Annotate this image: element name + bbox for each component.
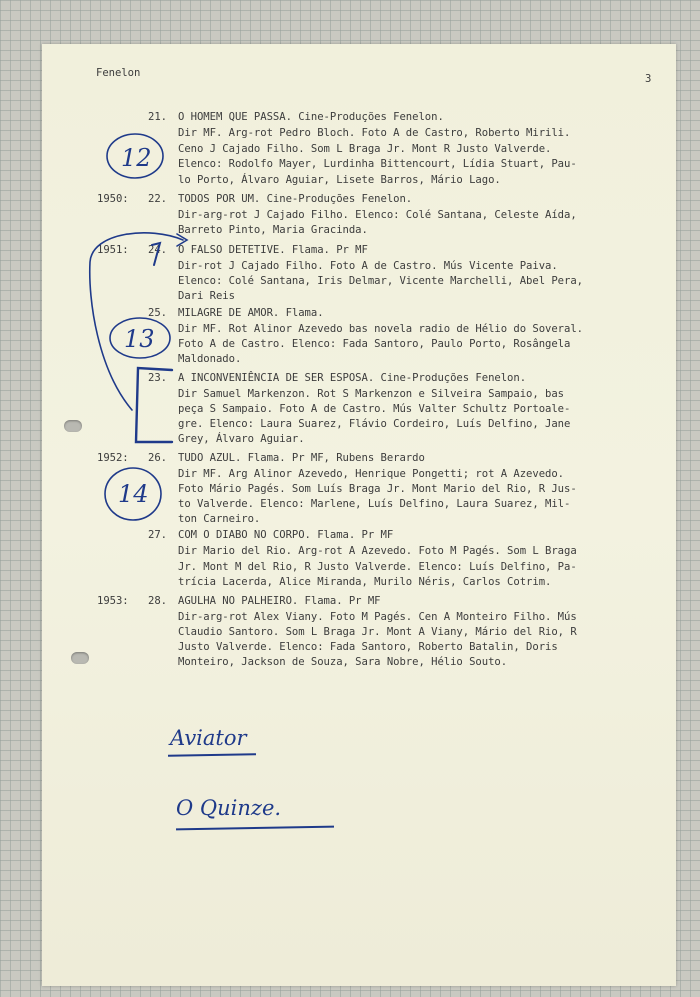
entry-number: 21. (148, 111, 167, 123)
entry-title-line: COM O DIABO NO CORPO. Flama. Pr MF (178, 529, 394, 541)
entry-line: Dir-rot J Cajado Filho. Foto A de Castro. Mús Vicente Paiva. (178, 260, 558, 272)
entry-year: 1952: (97, 452, 129, 464)
entry-line: Dir MF. Rot Alinor Azevedo bas novela radio de Hélio do Soveral. (178, 323, 583, 335)
entry-line: Dari Reis (178, 290, 235, 302)
entry-line: Jr. Mont M del Rio, R Justo Valverde. Elenco: Luís Delfino, Pa- (178, 561, 577, 573)
entry-number: 26. (148, 452, 167, 464)
entry-line: Dir MF. Arg Alinor Azevedo, Henrique Pongetti; rot A Azevedo. (178, 468, 565, 480)
circle-number-13: 13 (124, 325, 155, 353)
entry-line: Grey, Álvaro Aguiar. (178, 433, 305, 445)
entry-year: 1953: (97, 595, 129, 607)
entry-line: gre. Elenco: Laura Suarez, Flávio Cordeiro, Luís Delfino, Jane (178, 418, 571, 430)
entry-line: trícia Lacerda, Alice Miranda, Murilo Néris, Carlos Cotrim. (178, 576, 552, 588)
entry-year: 1950: (97, 193, 129, 205)
entry-line: Foto Mário Pagés. Som Luís Braga Jr. Mont Mario del Rio, R Jus- (178, 483, 577, 495)
entry-line: Foto A de Castro. Elenco: Fada Santoro, Paulo Porto, Rosângela (178, 338, 571, 350)
entry-number: 24. (148, 244, 167, 256)
entry-line: Ceno J Cajado Filho. Som L Braga Jr. Mont R Justo Valverde. (178, 143, 552, 155)
entry-line: Dir MF. Arg-rot Pedro Bloch. Foto A de Castro, Roberto Mirili. (178, 127, 571, 139)
entry-title-line: TODOS POR UM. Cine-Produções Fenelon. (178, 193, 413, 205)
entry-number: 28. (148, 595, 167, 607)
entry-line: Claudio Santoro. Som L Braga Jr. Mont A Viany, Mário del Rio, R (178, 626, 577, 638)
entry-line: lo Porto, Álvaro Aguiar, Lisete Barros, Mário Lago. (178, 174, 501, 186)
circle-number-12: 12 (121, 144, 152, 172)
entry-title-line: AGULHA NO PALHEIRO. Flama. Pr MF (178, 595, 381, 607)
punch-hole-upper (64, 420, 82, 432)
circle-number-14: 14 (118, 480, 149, 508)
entry-line: peça S Sampaio. Foto A de Castro. Mús Valter Schultz Portoale- (178, 403, 571, 415)
entry-number: 23. (148, 372, 167, 384)
entry-line: Barreto Pinto, Maria Gracinda. (178, 224, 368, 236)
entry-line: Dir-arg-rot Alex Viany. Foto M Pagés. Cen A Monteiro Filho. Mús (178, 611, 577, 623)
entry-number: 27. (148, 529, 167, 541)
handwritten-note-o-quinze: O Quinze. (176, 796, 282, 820)
entry-line: Elenco: Colé Santana, Iris Delmar, Vicente Marchelli, Abel Pera, (178, 275, 583, 287)
entry-number: 22. (148, 193, 167, 205)
entry-line: Monteiro, Jackson de Souza, Sara Nobre, Hélio Souto. (178, 656, 508, 668)
entry-line: Dir Samuel Markenzon. Rot S Markenzon e Silveira Sampaio, bas (178, 388, 565, 400)
entry-line: ton Carneiro. (178, 513, 261, 525)
entry-title-line: TUDO AZUL. Flama. Pr MF, Rubens Berardo (178, 452, 425, 464)
page-number: 3 (645, 73, 652, 85)
entry-title-line: O HOMEM QUE PASSA. Cine-Produções Fenelon. (178, 111, 444, 123)
entry-year: 1951: (97, 244, 129, 256)
entry-line: to Valverde. Elenco: Marlene, Luís Delfino, Laura Suarez, Mil- (178, 498, 571, 510)
entry-number: 25. (148, 307, 167, 319)
page-header-author: Fenelon (96, 67, 141, 79)
entry-title-line: A INCONVENIÊNCIA DE SER ESPOSA. Cine-Produções Fenelon. (178, 372, 527, 384)
entry-title-line: O FALSO DETETIVE. Flama. Pr MF (178, 244, 368, 256)
entry-line: Dir-arg-rot J Cajado Filho. Elenco: Colé Santana, Celeste Aída, (178, 209, 577, 221)
entry-title-line: MILAGRE DE AMOR. Flama. (178, 307, 324, 319)
handwritten-note-aviator: Aviator (170, 726, 247, 750)
entry-line: Elenco: Rodolfo Mayer, Lurdinha Bittencourt, Lídia Stuart, Pau- (178, 158, 577, 170)
punch-hole-lower (71, 652, 89, 664)
entry-line: Dir Mario del Rio. Arg-rot A Azevedo. Foto M Pagés. Som L Braga (178, 545, 577, 557)
entry-line: Justo Valverde. Elenco: Fada Santoro, Roberto Batalin, Doris (178, 641, 558, 653)
entry-line: Maldonado. (178, 353, 242, 365)
